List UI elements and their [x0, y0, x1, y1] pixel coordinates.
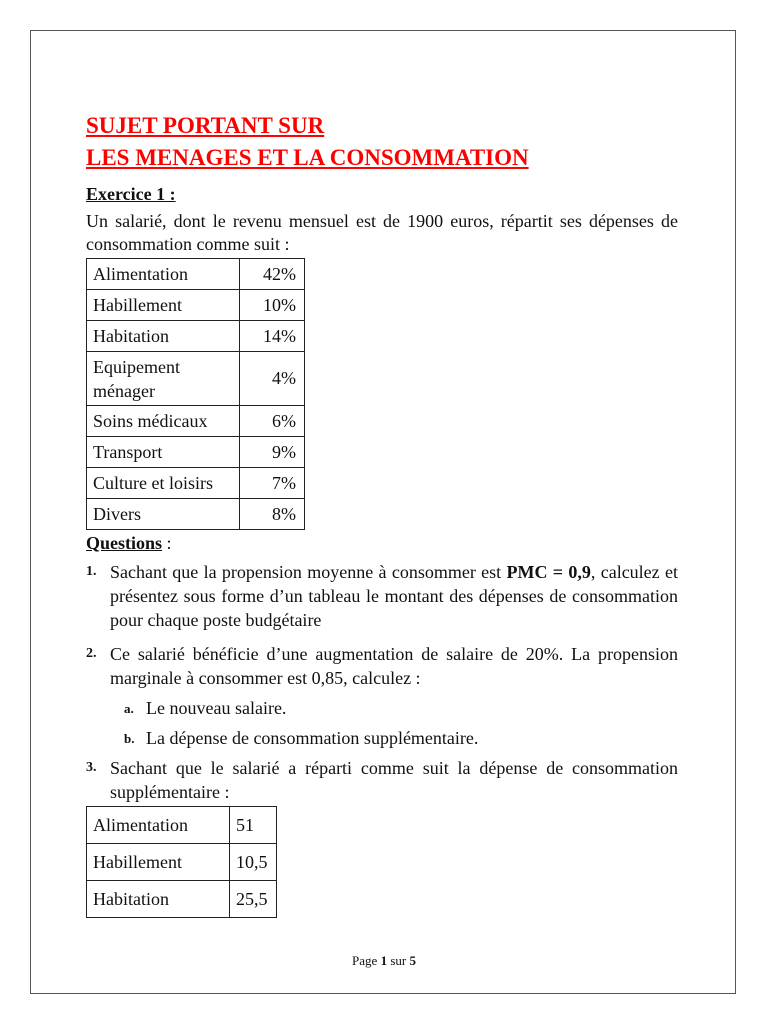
sub-question-text: La dépense de consommation supplémentaire. [146, 728, 479, 748]
table-row [87, 437, 305, 468]
table-row [87, 259, 305, 290]
table-cell-value: 10% [240, 290, 305, 321]
table-cell-value: 25,5 [230, 881, 277, 918]
table-cell-label: Habitation [87, 881, 230, 918]
table-cell-label: Divers [87, 499, 240, 530]
question-1-bold-formula: PMC = 0,9 [506, 562, 591, 582]
table-cell-label: Culture et loisirs [87, 468, 240, 499]
question-3 [86, 756, 678, 804]
questions-heading [86, 532, 678, 554]
page-footer [0, 953, 768, 969]
table-cell-value: 42% [240, 259, 305, 290]
questions-heading-colon: : [162, 533, 172, 553]
question-1 [86, 560, 678, 632]
table-row [87, 352, 305, 406]
expense-share-table [86, 258, 305, 530]
document-content [86, 110, 678, 918]
table-cell-label: Alimentation [87, 807, 230, 844]
questions-heading-label: Questions [86, 533, 163, 553]
table-cell-value: 4% [240, 352, 305, 406]
question-1-text-end: , calculez et présentez sous forme d’un tableau le montant des dépenses de consommation pour chaque poste budgétaire [110, 562, 678, 630]
table-cell-label: Soins médicaux [87, 406, 240, 437]
question-2-text: Ce salarié bénéficie d’une augmentation de salaire de 20%. La propension marginale à consommer est 0,85, calculez : [110, 644, 678, 688]
exercise-heading: Exercice 1 : [86, 184, 176, 204]
footer-page-word: Page [352, 953, 381, 968]
sub-question-text: Le nouveau salaire. [146, 698, 287, 718]
table-cell-value: 14% [240, 321, 305, 352]
table-cell-label: Transport [87, 437, 240, 468]
question-2-sub-b [86, 726, 678, 750]
question-3-text: Sachant que le salarié a réparti comme suit la dépense de consommation supplémentaire : [110, 758, 678, 802]
table-row [87, 406, 305, 437]
table-cell-label: Habillement [87, 844, 230, 881]
intro-paragraph: Un salarié, dont le revenu mensuel est de 1900 euros, répartit ses dépenses de consommation comme suit : [86, 211, 678, 254]
footer-total-pages: 5 [409, 953, 416, 968]
question-2 [86, 642, 678, 690]
table-cell-value: 51 [230, 807, 277, 844]
question-number: 1. [86, 564, 97, 579]
title-line-2: LES MENAGES ET LA CONSOMMATION [86, 145, 529, 170]
table-cell-value: 9% [240, 437, 305, 468]
question-1-text-start: Sachant que la propension moyenne à consommer est [110, 562, 507, 582]
table-row [87, 881, 277, 918]
table-row [87, 844, 277, 881]
question-2-sub-a [86, 696, 678, 720]
table-cell-value: 8% [240, 499, 305, 530]
table-row [87, 499, 305, 530]
table-cell-value: 10,5 [230, 844, 277, 881]
sub-question-letter: b. [124, 731, 135, 746]
question-number: 2. [86, 646, 97, 661]
table-row [87, 321, 305, 352]
sub-question-letter: a. [124, 701, 134, 716]
footer-current-page: 1 [380, 953, 388, 968]
table-cell-label: Alimentation [87, 259, 240, 290]
supplementary-spending-table [86, 806, 277, 918]
table-cell-value: 7% [240, 468, 305, 499]
table-row [87, 290, 305, 321]
table-cell-label: Habillement [87, 290, 240, 321]
table-row [87, 807, 277, 844]
question-number: 3. [86, 760, 97, 775]
title-line-1: SUJET PORTANT SUR [86, 113, 325, 138]
table-cell-label: Habitation [87, 321, 240, 352]
table-cell-value: 6% [240, 406, 305, 437]
table-cell-label: Equipement ménager [87, 352, 240, 406]
footer-sur: sur [387, 953, 410, 968]
table-row [87, 468, 305, 499]
